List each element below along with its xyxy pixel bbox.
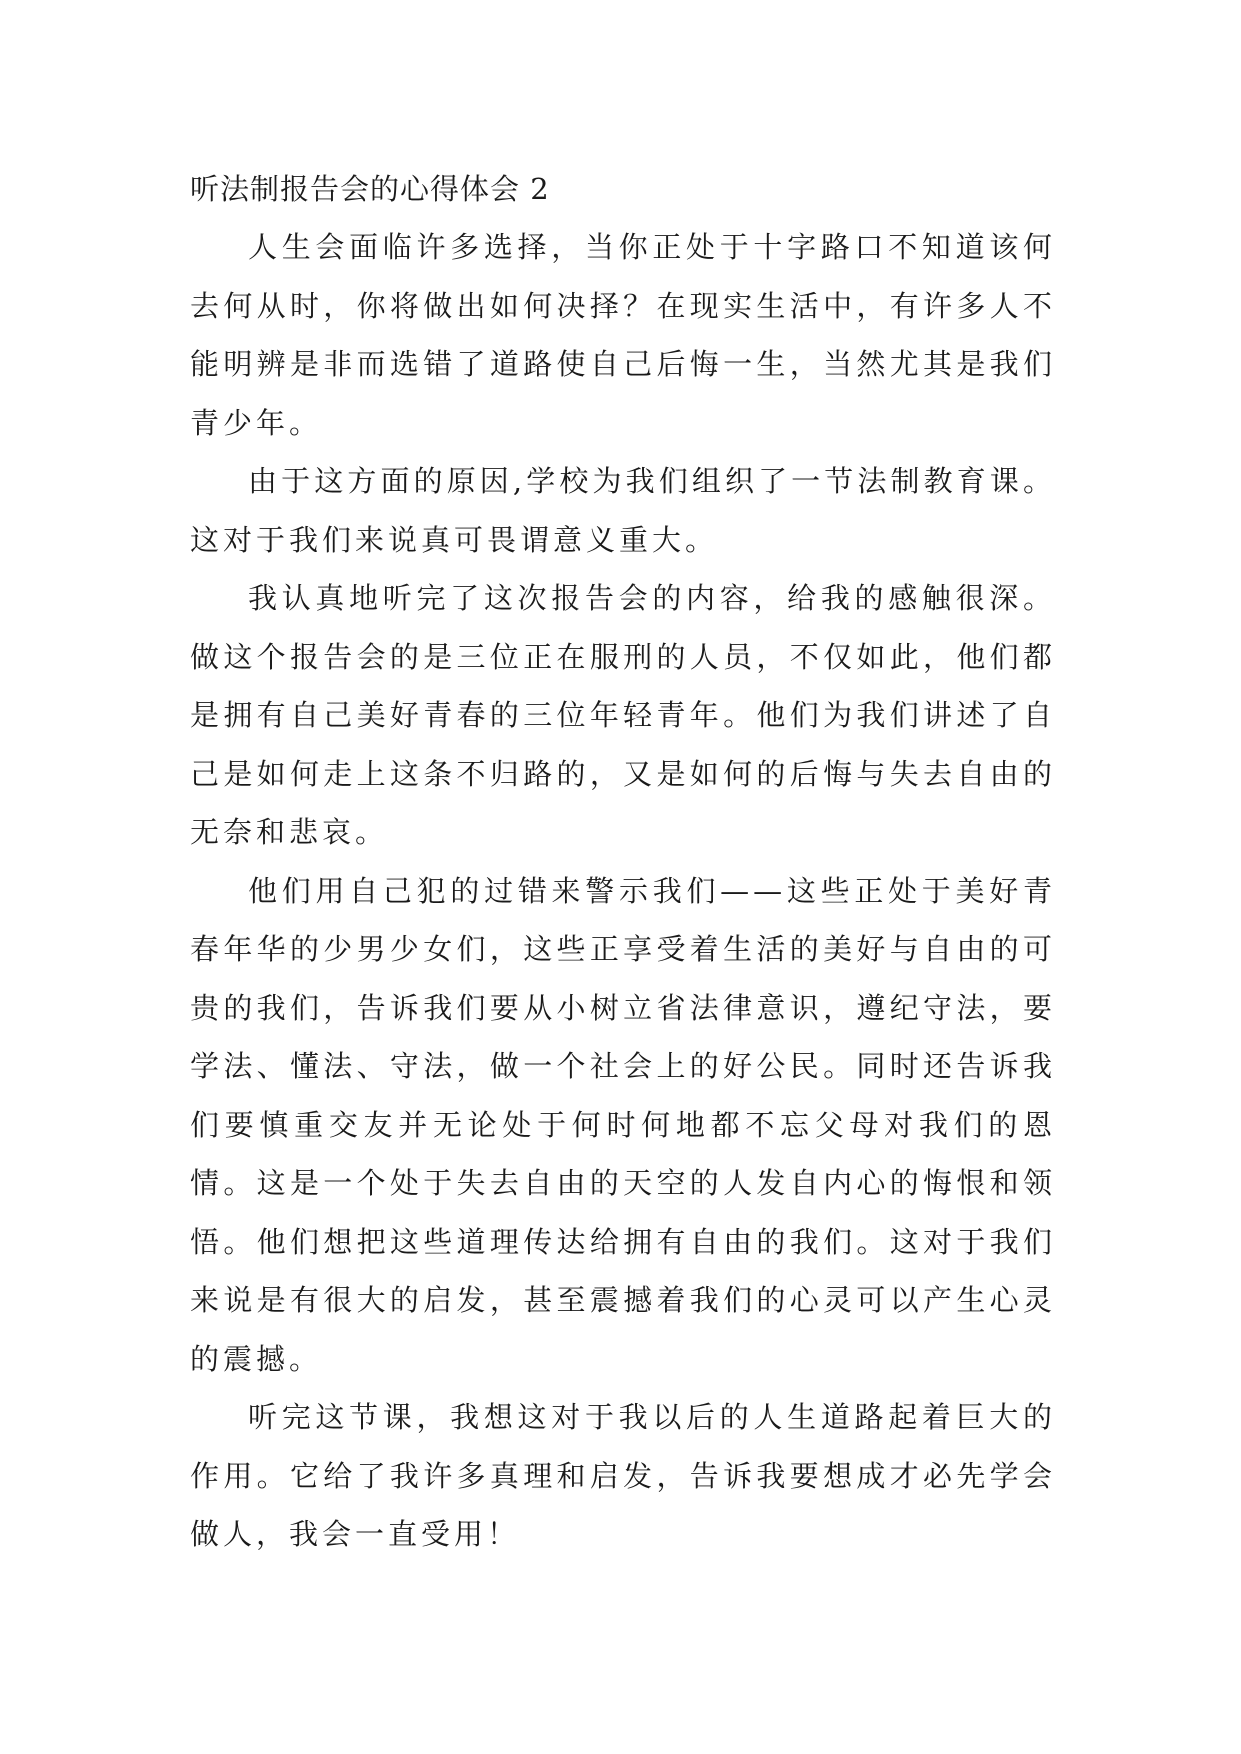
paragraph-4: 他们用自己犯的过错来警示我们——这些正处于美好青春年华的少男少女们，这些正享受着生活的美好与自由的可贵的我们，告诉我们要从小树立省法律意识，遵纪守法，要学法、懂法、守法，做一个社会上的好公民。同时还告诉我们要慎重交友并无论处于何时何地都不忘父母对我们的恩情。这是一个处于失去自由的天空的人发自内心的悔恨和领悟。他们想把这些道理传达给拥有自由的我们。这对于我们来说是有很大的启发，甚至震撼着我们的心灵可以产生心灵的震撼。 <box>190 873 1056 1376</box>
document-body <box>190 160 1056 1564</box>
document-title: 听法制报告会的心得体会 2 <box>190 172 550 206</box>
paragraph-1: 人生会面临许多选择，当你正处于十字路口不知道该何去何从时，你将做出如何决择？在现实生活中，有许多人不能明辨是非而选错了道路使自己后悔一生，当然尤其是我们青少年。 <box>190 230 1056 440</box>
paragraph-2: 由于这方面的原因,学校为我们组织了一节法制教育课。这对于我们来说真可畏谓意义重大。 <box>190 464 1056 557</box>
paragraph-3: 我认真地听完了这次报告会的内容，给我的感触很深。做这个报告会的是三位正在服刑的人员，不仅如此，他们都是拥有自己美好青春的三位年轻青年。他们为我们讲述了自己是如何走上这条不归路的，又是如何的后悔与失去自由的无奈和悲哀。 <box>190 581 1056 849</box>
paragraph-5: 听完这节课，我想这对于我以后的人生道路起着巨大的作用。它给了我许多真理和启发，告诉我要想成才必先学会做人，我会一直受用！ <box>190 1400 1056 1551</box>
